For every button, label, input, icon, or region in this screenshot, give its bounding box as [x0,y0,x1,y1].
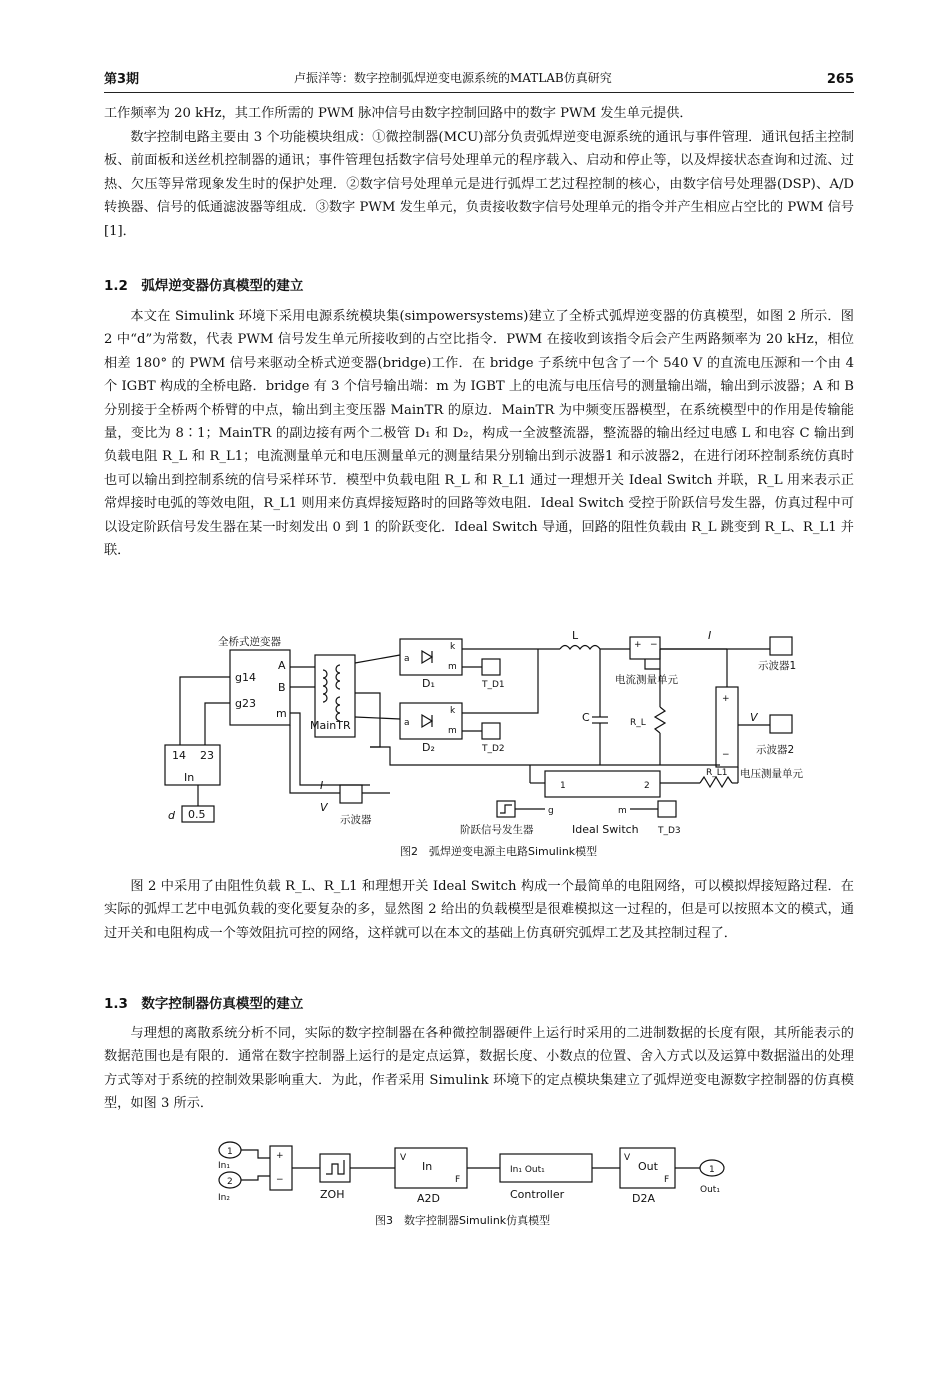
voltage-signal-v: V [750,711,758,724]
section-heading-1-3: 1.3 数字控制器仿真模型的建立 [104,996,304,1012]
current-signal-i: I [708,629,712,642]
td3-label: T_D3 [658,826,681,836]
d2a-out: Out [638,1160,658,1173]
running-title: 卢振洋等：数字控制弧焊逆变电源系统的MATLAB仿真研究 [294,71,612,85]
figure-3-caption: 图3 数字控制器Simulink仿真模型 [375,1214,551,1227]
td2-label: T_D2 [482,744,505,754]
scope-td3 [658,801,676,817]
d1-port-k: k [450,642,456,652]
paragraph-4: 图 2 中采用了由阻性负载 R_L、R_L1 和理想开关 Ideal Switch 构成一个最简单的电阻网络，可以模拟焊接短路过程．在实际的弧焊工艺中电弧负载的变化要复杂的多，显然图 2 给出的负载模型是很难模拟这一过程的，但是可以按照本文的模式，通过开关和电阻构成一个等效阻抗可控的网络，这样就可以在本文的基础上仿真研究弧焊工艺及其控制过程了． [104,879,854,941]
bridge-signal-v: V [320,801,328,814]
inductor-label: L [572,629,579,642]
port-a: A [278,659,286,672]
pwm-port-23: 23 [200,749,214,762]
paragraph-5: 与理想的离散系统分析不同，实际的数字控制器在各种微控制器硬件上运行时采用的二进制数据的长度有限，其所能表示的数据范围也是有限的．通常在数字控制器上运行的是定点运算，数据长度、小数点的位置、舍入方式以及运算中数据溢出的处理方式等对于系统的控制效果影响重大．为此，作者采用 Simulink 环境下的定点模块集建立了弧焊逆变电源数字控制器的仿真模型，如图 3 所示． [104,1026,854,1112]
vm-minus: − [722,750,730,760]
port-m: m [276,707,287,720]
in2-label: In₂ [218,1193,230,1203]
scope-bridge [340,785,362,803]
figure-3-controller [210,1138,770,1223]
d2-port-a: a [404,718,410,728]
paragraph-1: 工作频率为 20 kHz，其工作所需的 PWM 脉冲信号由数字控制回路中的数字 PWM 发生单元提供． [104,106,693,121]
pwm-port-14: 14 [172,749,186,762]
page-number: 265 [826,72,854,87]
issue-number: 第3期 [104,72,140,87]
zoh-label: ZOH [320,1188,345,1201]
port-b: B [278,681,286,694]
vm-plus: + [722,694,730,704]
bridge-signal-i: I [320,779,324,792]
a2d-in: In [422,1160,433,1173]
switch-port-g: g [548,806,554,816]
zoh-block [320,1154,350,1182]
paragraph-2: 数字控制电路主要由 3 个功能模块组成：①微控制器(MCU)部分负责弧焊逆变电源系统的通讯与事件管理．通讯包括主控制板、前面板和送丝机控制器的通讯；事件管理包括数字信号处理单元的程序载入、启动和停止等，以及焊接状态查询和过流、过热、欠压等异常现象发生时的保护处理．②数字信号处理单元是进行弧焊工艺过程控制的核心，由数字信号处理器(DSP)、A/D 转换器、信号的低通滤波器等组成．③数字 PWM 发生单元，负责接收数字信号处理单元的指令并产生相应占空比的 PWM 信号[1]． [104,130,854,239]
input-g23: g23 [235,697,256,710]
in1-number: 1 [227,1147,233,1157]
a2d-f: F [455,1175,461,1185]
d2a-f: F [664,1175,670,1185]
current-unit-label: 电流测量单元 [615,674,678,686]
paragraph-3: 本文在 Simulink 环境下采用电源系统模块集(simpowersystems)建立了全桥式弧焊逆变器的仿真模型，如图 2 所示．图 2 中“d”为常数，代表 PWM 信号发生单元所接收到的占空比指令．PWM 在接收到该指令后会产生两路频率为 20 kHz，相位相差 180° 的 PWM 信号来驱动全桥式逆变器(bridge)工作．在 bridge 子系统中包含了一个 540 V 的直流电压源和一个由 4 个 IGBT 构成的全桥电路．bridge 有 3 个信号输出端：m 为 IGBT 上的电流与电压信号的测量输出端，输出到示波器；A 和 B 分别接于全桥两个桥臂的中点，输出到主变压器 MainTR 的原边．MainTR 为中频变压器模型，在系统模型中的作用是传输能量，变比为 8∶1；MainTR 的副边接有两个二极管 D₁ 和 D₂，构成一全波整流器，整流器的输出经过电感 L 和电容 C 输出到负载电阻 R_L 和 R_L1；电流测量单元和电压测量单元的测量结果分别输出到示波器1 和示波器2，在进行闭环控制系统仿真时也可以输出到控制系统的信号采样环节．模型中负载电阻 R_L 和 R_L1 通过一理想开关 Ideal Switch 并联，R_L 用来表示正常焊接时电弧的等效电阻，R_L1 则用来仿真焊接短路时的回路等效电阻．Ideal Switch 受控于阶跃信号发生器，仿真过程中可以设定阶跃信号发生器在某一时刻发出 0 到 1 的阶跃变化．Ideal Switch 导通，回路的阻性负载由 R_L 跳变到 R_L、R_L1 并联． [104,309,854,559]
bridge-title: 全桥式逆变器 [218,636,281,648]
cm-minus: − [650,640,658,650]
switch-port-1: 1 [560,781,566,791]
out1-label: Out₁ [700,1185,720,1195]
rl1-label: R_L1 [706,768,728,778]
d-label: d [168,809,175,822]
cm-plus: + [634,640,642,650]
scope-2 [770,715,792,733]
d2-port-m: m [448,726,457,736]
scope-td1 [482,659,500,675]
td1-label: T_D1 [482,680,505,690]
out1-number: 1 [709,1165,715,1175]
figure-2-circuit [160,625,810,860]
step-gen-label: 阶跃信号发生器 [460,824,534,836]
in2-number: 2 [227,1177,233,1187]
d2a-label: D2A [632,1192,655,1205]
pwm-port-in: In [184,771,195,784]
switch-port-m: m [618,806,627,816]
sum-minus: − [276,1175,284,1185]
ideal-switch-label: Ideal Switch [572,823,639,836]
d1-port-m: m [448,662,457,672]
voltage-unit-label: 电压测量单元 [740,768,803,780]
d2-port-k: k [450,706,456,716]
d2-label: D₂ [422,741,435,754]
d-value: 0.5 [188,808,206,821]
sum-plus: + [276,1151,284,1161]
d2a-v: V [624,1153,631,1163]
d1-label: D₁ [422,677,435,690]
input-g14: g14 [235,671,256,684]
scope-td2 [482,723,500,739]
in1-label: In₁ [218,1161,230,1171]
d1-port-a: a [404,654,410,664]
scope-1 [770,637,792,655]
figure-2-caption: 图2 弧焊逆变电源主电路Simulink模型 [400,845,598,858]
scope-label: 示波器 [340,814,372,826]
maintr-label: MainTR [310,719,351,732]
rl-label: R_L [630,718,646,728]
capacitor-label: C [582,711,590,724]
controller-label: Controller [510,1188,565,1201]
controller-ports: In₁ Out₁ [510,1165,545,1175]
scope1-label: 示波器1 [758,660,797,672]
section-heading-1-2: 1.2 弧焊逆变器仿真模型的建立 [104,278,304,294]
scope2-label: 示波器2 [756,744,795,756]
running-header [104,64,854,93]
step-generator-block [497,801,515,817]
a2d-label: A2D [417,1192,440,1205]
switch-port-2: 2 [644,781,650,791]
a2d-v: V [400,1153,407,1163]
